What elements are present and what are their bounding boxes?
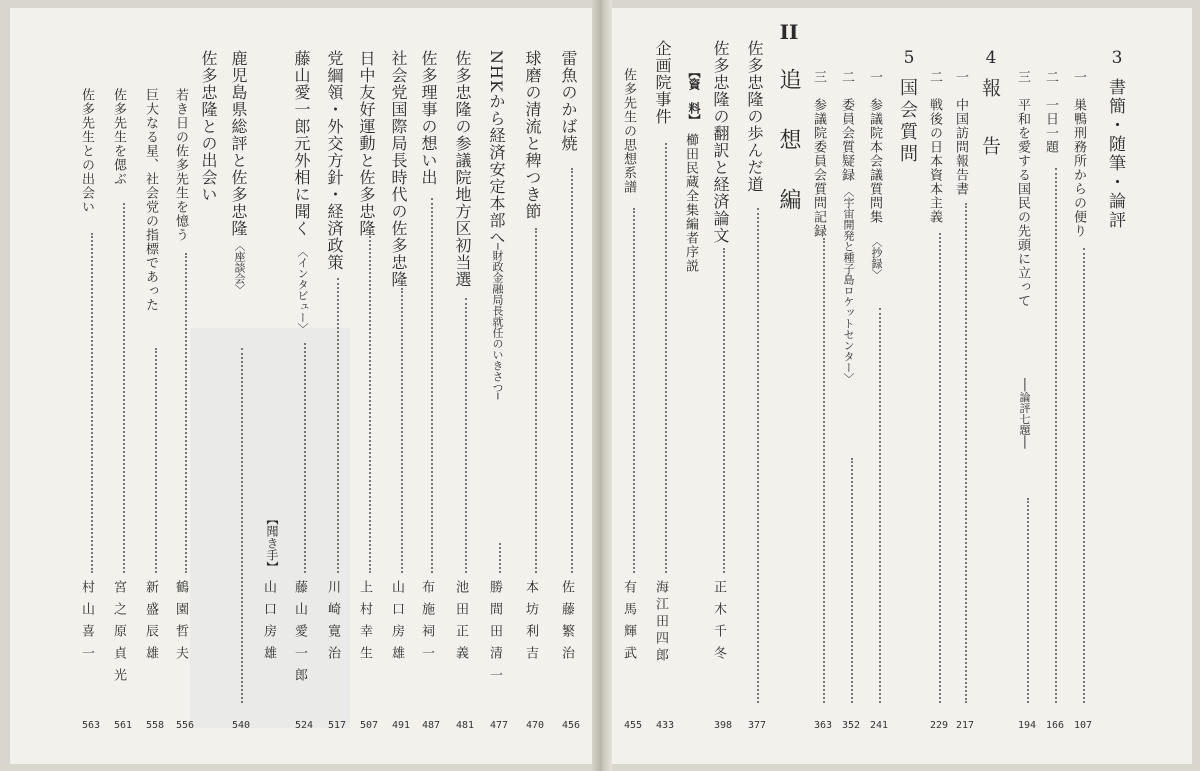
entry-author: 川崎寛治 (325, 580, 340, 668)
toc-entry (230, 8, 254, 743)
toc-page-left (10, 8, 592, 764)
toc-entry (326, 8, 350, 743)
leader-dots (571, 168, 573, 573)
page-number: 558 (146, 720, 165, 731)
entry-author: 勝間田清一 (487, 580, 502, 690)
leader-dots (304, 343, 306, 573)
leader-dots (431, 198, 433, 573)
entry-title: 雷魚のかば焼 (559, 50, 578, 152)
page-number: 363 (814, 720, 833, 731)
entry-number: 一 (1071, 70, 1086, 84)
entry-title: 党綱領・外交方針・経済政策 (325, 50, 344, 271)
entry-title: 中国訪問報告書 (953, 98, 968, 196)
toc-entry (488, 8, 512, 743)
leader-dots (665, 143, 667, 573)
leader-dots (155, 348, 157, 573)
leader-dots (633, 208, 635, 573)
entry-title: 参議院本会議質問集 (867, 98, 882, 224)
entry-author: 本坊利吉 (523, 580, 538, 668)
page-number: 241 (870, 720, 889, 731)
entry-author: 藤山愛一郎 (292, 580, 307, 690)
book-gutter (592, 0, 612, 771)
entry-subtitle: ──論評七題── (1018, 378, 1031, 449)
interviewer-label: 【聞き手】 (265, 513, 279, 573)
entry-author: 佐藤繁治 (559, 580, 574, 668)
toc-entry (928, 8, 952, 743)
leader-dots (965, 203, 967, 703)
entry-title: 佐多忠隆の歩んだ道 (745, 40, 764, 193)
entry-title: 日中友好運動と佐多忠隆 (357, 50, 376, 237)
toc-entry (524, 8, 548, 743)
leader-dots (337, 278, 339, 573)
page-number: 487 (422, 720, 441, 731)
entry-title: 佐多忠隆との出会い (199, 50, 218, 203)
entry-author: 正木千冬 (711, 580, 726, 668)
entry-title: 委員会質疑録 (839, 98, 854, 182)
part-number: II (779, 20, 799, 44)
leader-dots (185, 253, 187, 573)
page-number: 352 (842, 720, 861, 731)
entry-author: 村山喜一 (79, 580, 94, 668)
toc-entry (420, 8, 444, 743)
page-number: 491 (392, 720, 411, 731)
entry-author: 宮之原貞光 (111, 580, 126, 690)
entry-number: 三 (1015, 70, 1030, 84)
leader-dots (939, 233, 941, 703)
page-number: 217 (956, 720, 975, 731)
entry-author: 布施祠一 (419, 580, 434, 668)
entry-subtitle: ─財政金融局長就任のいきさつ─ (491, 243, 504, 400)
entry-title: 一日一題 (1043, 98, 1058, 154)
toc-entry (144, 8, 168, 743)
toc-section-heading (200, 8, 224, 743)
toc-entry (560, 8, 584, 743)
toc-entry (840, 8, 864, 743)
section-title: 書簡・随筆・論評 (1105, 78, 1125, 230)
entry-title: 巨大なる星、社会党の指標であった (143, 88, 158, 312)
entry-subtitle: 〈座談会〉 (233, 240, 246, 295)
section-number: 4 (985, 48, 997, 68)
interviewer-entry (262, 8, 286, 743)
entry-author: 有馬輝武 (621, 580, 636, 668)
entry-author: 鶴園哲夫 (173, 580, 188, 668)
part-heading (772, 20, 806, 218)
leader-dots (535, 228, 537, 573)
leader-dots (723, 248, 725, 573)
entry-title: 巣鴨刑務所からの便り (1071, 98, 1086, 238)
toc-page-right (612, 8, 1192, 764)
entry-number: 一 (953, 70, 968, 84)
entry-subtitle: 〈宇宙開発と種子島ロケットセンター〉 (842, 186, 855, 384)
page-number: 377 (748, 720, 767, 731)
entry-number: 三 (811, 70, 826, 84)
toc-entry (868, 8, 892, 743)
page-number: 166 (1046, 720, 1065, 731)
section-heading (974, 48, 1008, 248)
toc-entry (746, 8, 770, 743)
entry-title: 佐多忠隆の翻訳と経済論文 (711, 40, 730, 244)
page-number: 540 (232, 720, 251, 731)
leader-dots (241, 348, 243, 703)
toc-entry (293, 8, 317, 743)
section-number: 5 (903, 48, 915, 68)
page-number: 563 (82, 720, 101, 731)
entry-title: 平和を愛する国民の先頭に立って (1015, 98, 1030, 308)
toc-entry (390, 8, 414, 743)
entry-title: 佐多忠隆の参議院地方区初当選 (453, 50, 472, 288)
entry-author: 海江田四郎 (653, 580, 668, 665)
page-number: 107 (1074, 720, 1093, 731)
toc-entry (654, 8, 678, 743)
toc-entry (812, 8, 836, 743)
entry-title: 佐多先生との出会い (79, 88, 94, 214)
toc-entry (1016, 8, 1040, 743)
entry-title: 球磨の清流と稗つき節 (523, 50, 542, 220)
interviewer-name: 山口房雄 (261, 580, 276, 668)
page-number: 524 (295, 720, 314, 731)
toc-entry (112, 8, 136, 743)
page-number: 517 (328, 720, 347, 731)
entry-title: 佐多理事の想い出 (419, 50, 438, 186)
page-number: 398 (714, 720, 733, 731)
section-heading (1100, 48, 1134, 248)
entry-number: 二 (839, 70, 854, 84)
page-number: 194 (1018, 720, 1037, 731)
entry-author: 山口房雄 (389, 580, 404, 668)
toc-entry (80, 8, 104, 743)
entry-author: 新盛辰雄 (143, 580, 158, 668)
leader-dots (757, 208, 759, 703)
section-heading (892, 48, 926, 248)
leader-dots (91, 233, 93, 573)
entry-title: 鹿児島県総評と佐多忠隆 (229, 50, 248, 237)
leader-dots (879, 308, 881, 703)
entry-subtitle: 〈インタビュー〉 (296, 246, 309, 334)
entry-title: 企画院事件 (653, 40, 672, 125)
entry-number: 一 (867, 70, 882, 84)
entry-title: 参議院委員会質問記録 (811, 98, 826, 238)
page-number: 556 (176, 720, 195, 731)
page-number: 470 (526, 720, 545, 731)
leader-dots (1055, 168, 1057, 703)
entry-subtitle: 〈抄録〉 (870, 236, 883, 280)
leader-dots (369, 233, 371, 573)
entry-title: 社会党国際局長時代の佐多忠隆 (389, 50, 408, 288)
toc-entry (1072, 8, 1096, 743)
section-number: 3 (1111, 48, 1123, 68)
toc-entry (712, 8, 736, 743)
entry-number: 二 (927, 70, 942, 84)
page-number: 455 (624, 720, 643, 731)
leader-dots (465, 298, 467, 573)
entry-title: 櫛田民蔵全集編者序説 (683, 133, 698, 273)
page-number: 433 (656, 720, 675, 731)
page-number: 229 (930, 720, 949, 731)
entry-title: 佐多先生の思想系譜 (621, 68, 636, 194)
toc-entry (684, 8, 708, 743)
leader-dots (499, 543, 501, 573)
page-number: 481 (456, 720, 475, 731)
leader-dots (401, 288, 403, 573)
leader-dots (123, 203, 125, 573)
entry-author: 池田正義 (453, 580, 468, 668)
leader-dots (851, 458, 853, 703)
leader-dots (823, 238, 825, 703)
toc-entry (174, 8, 198, 743)
entry-title: 佐多先生を偲ぶ (111, 88, 126, 186)
entry-number: 二 (1043, 70, 1058, 84)
entry-title: 戦後の日本資本主義 (927, 98, 942, 224)
page-number: 456 (562, 720, 581, 731)
entry-title: 若き日の佐多先生を憶う (173, 88, 188, 242)
entry-title: NHKから経済安定本部へ (487, 50, 506, 246)
entry-title: 藤山愛一郎元外相に聞く (292, 50, 311, 237)
leader-dots (1027, 498, 1029, 703)
entry-author: 上村幸生 (357, 580, 372, 668)
page-number: 507 (360, 720, 379, 731)
leader-dots (1083, 248, 1085, 703)
page-number: 561 (114, 720, 133, 731)
toc-entry (622, 8, 646, 743)
toc-entry (454, 8, 478, 743)
toc-entry (954, 8, 978, 743)
part-title: 追 想 編 (776, 68, 801, 218)
entry-label: 【資 料】 (687, 66, 701, 126)
section-title: 報 告 (979, 78, 1001, 165)
toc-entry (1044, 8, 1068, 743)
page-number: 477 (490, 720, 509, 731)
section-title: 国会質問 (897, 78, 918, 166)
toc-entry (358, 8, 382, 743)
